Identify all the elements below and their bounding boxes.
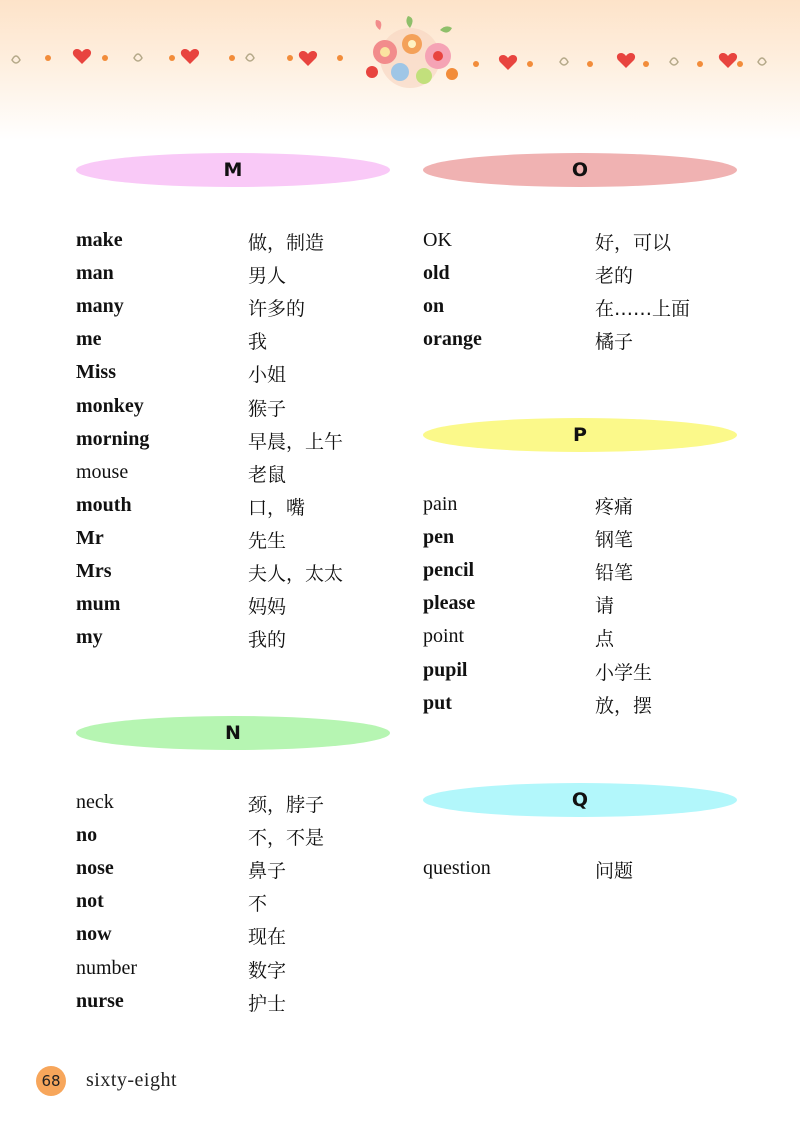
vocab-entry xyxy=(76,791,386,819)
english-word: old xyxy=(423,262,450,285)
english-word: orange xyxy=(423,328,482,351)
vocab-entry xyxy=(76,560,386,588)
vocab-entry xyxy=(423,559,733,587)
chinese-meaning: 橘子 xyxy=(595,331,634,354)
chinese-meaning: 小姐 xyxy=(248,364,287,387)
chinese-meaning: 疼痛 xyxy=(595,496,634,518)
flower-cluster-icon xyxy=(366,16,458,88)
chinese-meaning: 猴子 xyxy=(248,397,287,420)
chinese-meaning: 铅笔 xyxy=(595,562,634,585)
chinese-meaning: 先生 xyxy=(248,529,287,552)
english-word: now xyxy=(76,923,112,946)
vocab-entry xyxy=(76,857,386,885)
section-m-header: M xyxy=(76,153,390,187)
english-word: mum xyxy=(76,593,121,616)
chinese-meaning: 请 xyxy=(595,595,615,618)
english-word: please xyxy=(423,592,476,615)
chinese-meaning: 放，摆 xyxy=(595,694,653,717)
chinese-meaning: 老的 xyxy=(595,265,634,288)
vocab-entry xyxy=(76,494,386,522)
english-word: number xyxy=(76,956,138,979)
chinese-meaning: 妈妈 xyxy=(248,596,287,619)
chinese-meaning: 老鼠 xyxy=(248,463,287,486)
vocab-entry xyxy=(76,295,386,323)
vocab-entry xyxy=(423,493,733,521)
english-word: no xyxy=(76,824,98,847)
english-word: nurse xyxy=(76,989,124,1012)
vocab-entry xyxy=(423,592,733,620)
english-word: my xyxy=(76,626,103,649)
chinese-meaning: 颈，脖子 xyxy=(248,794,325,816)
chinese-meaning: 许多的 xyxy=(248,298,306,321)
chinese-meaning: 早晨，上午 xyxy=(248,430,344,453)
floral-border-decoration xyxy=(0,0,800,140)
vocab-entry xyxy=(423,625,733,653)
chinese-meaning: 点 xyxy=(595,628,615,651)
page-number-badge: 68 xyxy=(36,1066,66,1096)
english-word: Mr xyxy=(76,526,104,549)
chinese-meaning: 钢笔 xyxy=(595,529,634,552)
english-word: mouse xyxy=(76,460,129,483)
chinese-meaning: 现在 xyxy=(248,926,287,949)
section-o-header: O xyxy=(423,153,737,187)
page-number-words: sixty-eight xyxy=(86,1069,178,1091)
english-word: on xyxy=(423,295,445,318)
vocab-entry xyxy=(76,824,386,852)
vocab-entry xyxy=(76,262,386,290)
english-word: OK xyxy=(423,229,452,251)
chinese-meaning: 我 xyxy=(248,331,268,354)
english-word: me xyxy=(76,328,102,351)
english-word: question xyxy=(423,857,491,879)
chinese-meaning: 在……上面 xyxy=(595,298,691,321)
vocab-entry xyxy=(76,527,386,555)
english-word: pupil xyxy=(423,658,468,681)
vocab-entry xyxy=(76,923,386,951)
english-word: Mrs xyxy=(76,560,112,582)
chinese-meaning: 夫人，太太 xyxy=(248,563,344,585)
vocab-entry xyxy=(76,361,386,389)
vocab-entry xyxy=(76,593,386,621)
vocab-entry xyxy=(76,990,386,1018)
english-word: morning xyxy=(76,427,150,450)
english-word: neck xyxy=(76,791,114,813)
chinese-meaning: 不 xyxy=(248,893,268,916)
chinese-meaning: 鼻子 xyxy=(248,860,287,883)
chinese-meaning: 护士 xyxy=(248,992,287,1015)
section-p-header: P xyxy=(423,418,737,452)
vocab-entry xyxy=(76,328,386,356)
chinese-meaning: 不，不是 xyxy=(248,827,325,850)
english-word: pain xyxy=(423,493,458,515)
chinese-meaning: 小学生 xyxy=(595,661,653,684)
vocab-entry xyxy=(423,295,733,323)
vocab-entry xyxy=(76,957,386,985)
section-n-header: N xyxy=(76,716,390,750)
english-word: not xyxy=(76,890,104,913)
chinese-meaning: 我的 xyxy=(248,629,287,652)
chinese-meaning: 做，制造 xyxy=(248,232,325,254)
english-word: point xyxy=(423,625,465,648)
english-word: Miss xyxy=(76,361,116,384)
chinese-meaning: 口，嘴 xyxy=(248,496,306,519)
chinese-meaning: 数字 xyxy=(248,959,287,982)
vocab-entry xyxy=(423,262,733,290)
vocab-entry xyxy=(76,395,386,423)
vocab-entry xyxy=(423,526,733,554)
english-word: many xyxy=(76,295,124,318)
english-word: pencil xyxy=(423,559,475,582)
vocab-entry xyxy=(423,857,733,885)
vocab-entry xyxy=(76,890,386,918)
vocab-entry xyxy=(76,229,386,257)
english-word: make xyxy=(76,229,123,251)
chinese-meaning: 好，可以 xyxy=(595,232,672,254)
english-word: put xyxy=(423,691,452,714)
vocab-entry xyxy=(76,428,386,456)
english-word: man xyxy=(76,262,114,285)
chinese-meaning: 问题 xyxy=(595,860,634,882)
vocab-entry xyxy=(76,461,386,489)
chinese-meaning: 男人 xyxy=(248,265,287,288)
vocab-entry xyxy=(423,659,733,687)
english-word: monkey xyxy=(76,394,144,417)
vocab-entry xyxy=(423,328,733,356)
vocab-entry xyxy=(423,692,733,720)
vocab-entry xyxy=(76,626,386,654)
english-word: mouth xyxy=(76,493,132,516)
english-word: pen xyxy=(423,526,455,549)
section-q-header: Q xyxy=(423,783,737,817)
english-word: nose xyxy=(76,857,114,880)
vocab-entry xyxy=(423,229,733,257)
